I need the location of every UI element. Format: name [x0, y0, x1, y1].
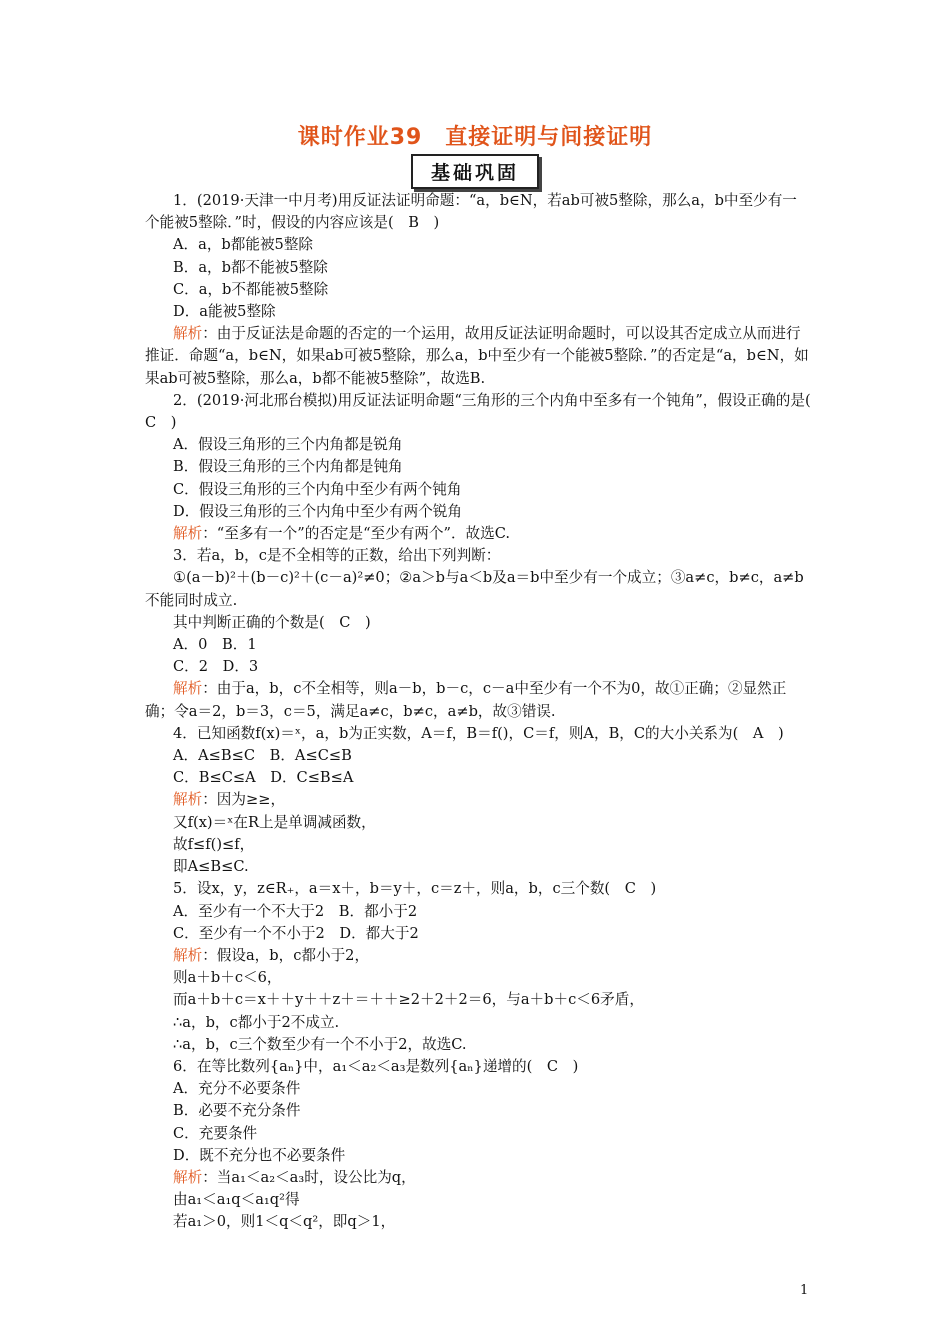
line-text: C．充要条件 — [173, 1124, 258, 1142]
line-text: 5．设x，y，z∈R₊，a＝x＋，b＝y＋，c＝z＋，则a，b，c三个数( C ) — [173, 880, 657, 898]
analysis-label: 解析 — [173, 946, 203, 964]
line-text: 则a＋b＋c＜6， — [173, 969, 282, 987]
line-text: 由a₁＜a₁q＜a₁q²得 — [173, 1191, 300, 1209]
line-text: D．既不充分也不必要条件 — [173, 1146, 346, 1164]
text-line — [145, 901, 811, 923]
text-line — [145, 1078, 811, 1100]
text-line — [145, 834, 811, 856]
page-number: 1 — [800, 1283, 809, 1298]
text-line — [145, 456, 811, 478]
text-line — [145, 1167, 811, 1189]
line-text: 其中判断正确的个数是( C ) — [173, 613, 371, 631]
text-line — [145, 945, 811, 967]
line-text: 3．若a，b，c是不全相等的正数，给出下列判断： — [173, 547, 501, 565]
line-text: ①(a－b)²＋(b－c)²＋(c－a)²≠0；②a＞b与a＜b及a＝b中至少有一个成立；③a≠c，b≠c，a≠b不能同时成立. — [145, 569, 804, 609]
text-line — [145, 1123, 811, 1145]
text-line — [145, 1012, 811, 1034]
text-line — [145, 1189, 811, 1211]
line-text: D．a能被5整除 — [173, 303, 276, 321]
text-line — [145, 812, 811, 834]
line-text: A．A≤B≤C B．A≤C≤B — [173, 747, 352, 765]
line-text: C．假设三角形的三个内角中至少有两个钝角 — [173, 480, 462, 498]
line-text: A．假设三角形的三个内角都是锐角 — [173, 436, 403, 454]
line-text: 即A≤B≤C. — [173, 858, 249, 876]
line-text: ：由于反证法是命题的否定的一个运用，故用反证法证明命题时，可以设其否定成立从而进行推证．命题“a，b∈N，如果ab可被5整除，那么a，b中至少有一个能被5整除．”的否定是“a，b∈N，如果ab可被5整除，那么a，b都不能被5整除”，故选B. — [145, 325, 809, 387]
text-line — [145, 479, 811, 501]
line-text: ∴a，b，c都小于2不成立. — [173, 1013, 340, 1031]
line-text: A．0 B．1 — [173, 636, 257, 654]
line-text: ：当a₁＜a₂＜a₃时，设公比为q， — [202, 1168, 416, 1186]
analysis-label: 解析 — [173, 680, 203, 698]
section-badge: 基础巩固 — [411, 154, 539, 189]
line-text: ：“至多有一个”的否定是“至少有两个”．故选C. — [202, 525, 511, 543]
line-text: C．B≤C≤A D．C≤B≤A — [173, 769, 354, 787]
text-line — [145, 390, 826, 434]
line-text: B．假设三角形的三个内角都是钝角 — [173, 458, 403, 476]
text-line — [145, 234, 811, 256]
line-text: 故f≤f()≤f， — [173, 835, 255, 853]
text-line — [145, 434, 811, 456]
line-text: ：因为≥≥， — [202, 791, 286, 809]
line-text: 又f(x)＝ˣ在R上是单调减函数， — [173, 813, 376, 831]
line-text: A．a，b都能被5整除 — [173, 236, 314, 254]
text-line — [145, 501, 811, 523]
page-title: 课时作业39 直接证明与间接证明 — [297, 125, 653, 150]
text-line — [145, 1145, 811, 1167]
line-text: D．假设三角形的三个内角中至少有两个锐角 — [173, 502, 462, 520]
analysis-label: 解析 — [173, 1168, 203, 1186]
text-line — [145, 1100, 811, 1122]
analysis-label: 解析 — [173, 525, 203, 543]
text-line — [145, 612, 811, 634]
document-body — [145, 190, 826, 1234]
text-line — [145, 878, 811, 900]
line-text: 1．(2019·天津一中月考)用反证法证明命题：“a，b∈N，若ab可被5整除，那么a，b中至少有一个能被5整除．”时，假设的内容应该是( B ) — [145, 192, 797, 232]
section-badge-wrap — [0, 154, 950, 189]
line-text: C．至少有一个不小于2 D．都大于2 — [173, 924, 419, 942]
text-line — [145, 567, 811, 611]
line-text: B．必要不充分条件 — [173, 1102, 301, 1120]
line-text: ∴a，b，c三个数至少有一个不小于2，故选C. — [173, 1035, 467, 1053]
text-line — [145, 856, 811, 878]
text-line — [145, 967, 811, 989]
text-line — [145, 723, 811, 745]
text-line — [145, 190, 811, 234]
text-line — [145, 523, 811, 545]
text-line — [145, 678, 811, 722]
text-line — [145, 279, 811, 301]
line-text: A．至少有一个不大于2 B．都小于2 — [173, 902, 418, 920]
line-text: C．a，b不都能被5整除 — [173, 280, 329, 298]
analysis-label: 解析 — [173, 791, 203, 809]
line-text: 若a₁＞0，则1＜q＜q²，即q＞1， — [173, 1213, 396, 1231]
text-line — [145, 923, 811, 945]
analysis-label: 解析 — [173, 325, 203, 343]
text-line — [145, 545, 811, 567]
text-line — [145, 634, 811, 656]
line-text: ：假设a，b，c都小于2， — [202, 946, 370, 964]
text-line — [145, 989, 811, 1011]
text-line — [145, 767, 811, 789]
line-text: A．充分不必要条件 — [173, 1080, 301, 1098]
text-line — [145, 301, 811, 323]
text-line — [145, 745, 811, 767]
text-line — [145, 1056, 811, 1078]
line-text: ：由于a，b，c不全相等，则a－b，b－c，c－a中至少有一个不为0，故①正确；②显然正确；令a＝2，b＝3，c＝5，满足a≠c，b≠c，a≠b，故③错误. — [145, 680, 787, 720]
line-text: B．a，b都不能被5整除 — [173, 258, 328, 276]
line-text: 6．在等比数列{aₙ}中，a₁＜a₂＜a₃是数列{aₙ}递增的( C ) — [173, 1057, 579, 1075]
text-line — [145, 656, 811, 678]
text-line — [145, 1034, 811, 1056]
line-text: 而a＋b＋c＝x＋＋y＋＋z＋＝＋＋≥2＋2＋2＝6，与a＋b＋c＜6矛盾， — [173, 991, 644, 1009]
line-text: 2．(2019·河北邢台模拟)用反证法证明命题“三角形的三个内角中至多有一个钝角”，假设正确的是( C ) — [145, 391, 826, 432]
text-line — [145, 1211, 811, 1233]
text-line — [145, 789, 811, 811]
line-text: C．2 D．3 — [173, 658, 259, 676]
text-line — [145, 323, 811, 390]
text-line — [145, 257, 811, 279]
line-text: 4．已知函数f(x)＝ˣ，a，b为正实数，A＝f，B＝f()，C＝f，则A，B，C的大小关系为( A ) — [173, 724, 784, 742]
